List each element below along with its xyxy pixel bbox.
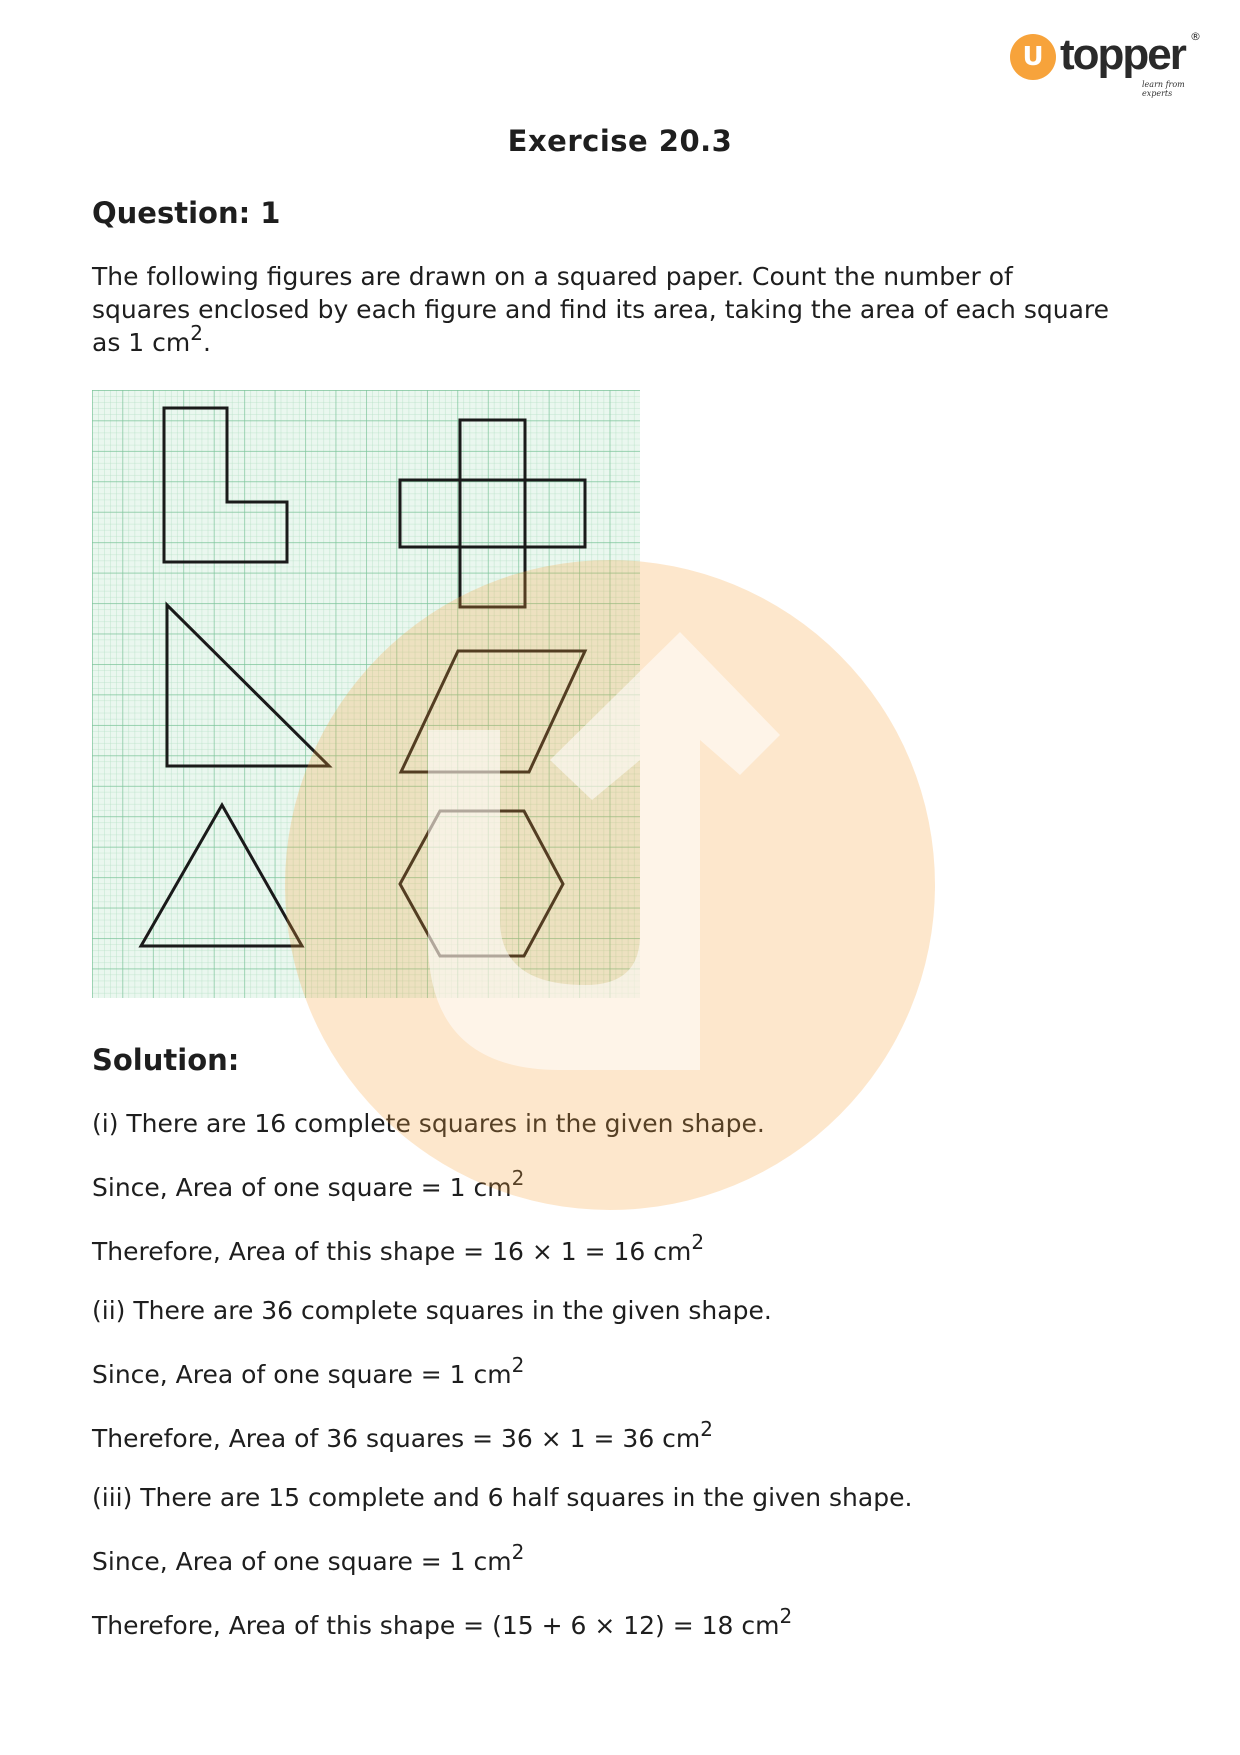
logo-wordmark: topper	[1060, 30, 1185, 79]
topper-logo[interactable]	[1010, 30, 1210, 96]
solution-line-7: (iii) There are 15 complete and 6 half squares in the given shape.	[92, 1483, 913, 1512]
solution-line-5: Since, Area of one square = 1 $cm^2$	[92, 1353, 525, 1389]
exercise-title: Exercise 20.3	[507, 124, 733, 158]
u-logo-icon: U	[1010, 34, 1056, 80]
question-line-3: as 1 $cm^2$.	[92, 321, 211, 357]
question-text	[92, 260, 1162, 359]
solution-line-8: Since, Area of one square = 1 $cm^2$	[92, 1540, 525, 1576]
solution-line-9: Therefore, Area of this shape = (15 + 6 × 12) = 18 $cm^2$	[92, 1604, 793, 1640]
solution-line-3: Therefore, Area of this shape = 16 × 1 = 16 $cm^2$	[92, 1230, 705, 1266]
solution-line-2: Since, Area of one square = 1 $cm^2$	[92, 1166, 525, 1202]
solution-heading: Solution:	[92, 1043, 240, 1077]
registered-mark: ®	[1190, 30, 1201, 43]
solution-line-6: Therefore, Area of 36 squares = 36 × 1 = 36 $cm^2$	[92, 1417, 714, 1453]
logo-tagline: learn from experts	[1142, 80, 1185, 98]
question-line-1: The following figures are drawn on a squared paper. Count the number of	[92, 262, 1013, 291]
squared-paper-figure	[92, 390, 640, 998]
question-line-2: squares enclosed by each figure and find its area, taking the area of each square	[92, 295, 1110, 324]
question-heading: Question: 1	[92, 196, 281, 230]
solution-line-1: (i) There are 16 complete squares in the given shape.	[92, 1109, 765, 1138]
solution-line-4: (ii) There are 36 complete squares in the given shape.	[92, 1296, 772, 1325]
